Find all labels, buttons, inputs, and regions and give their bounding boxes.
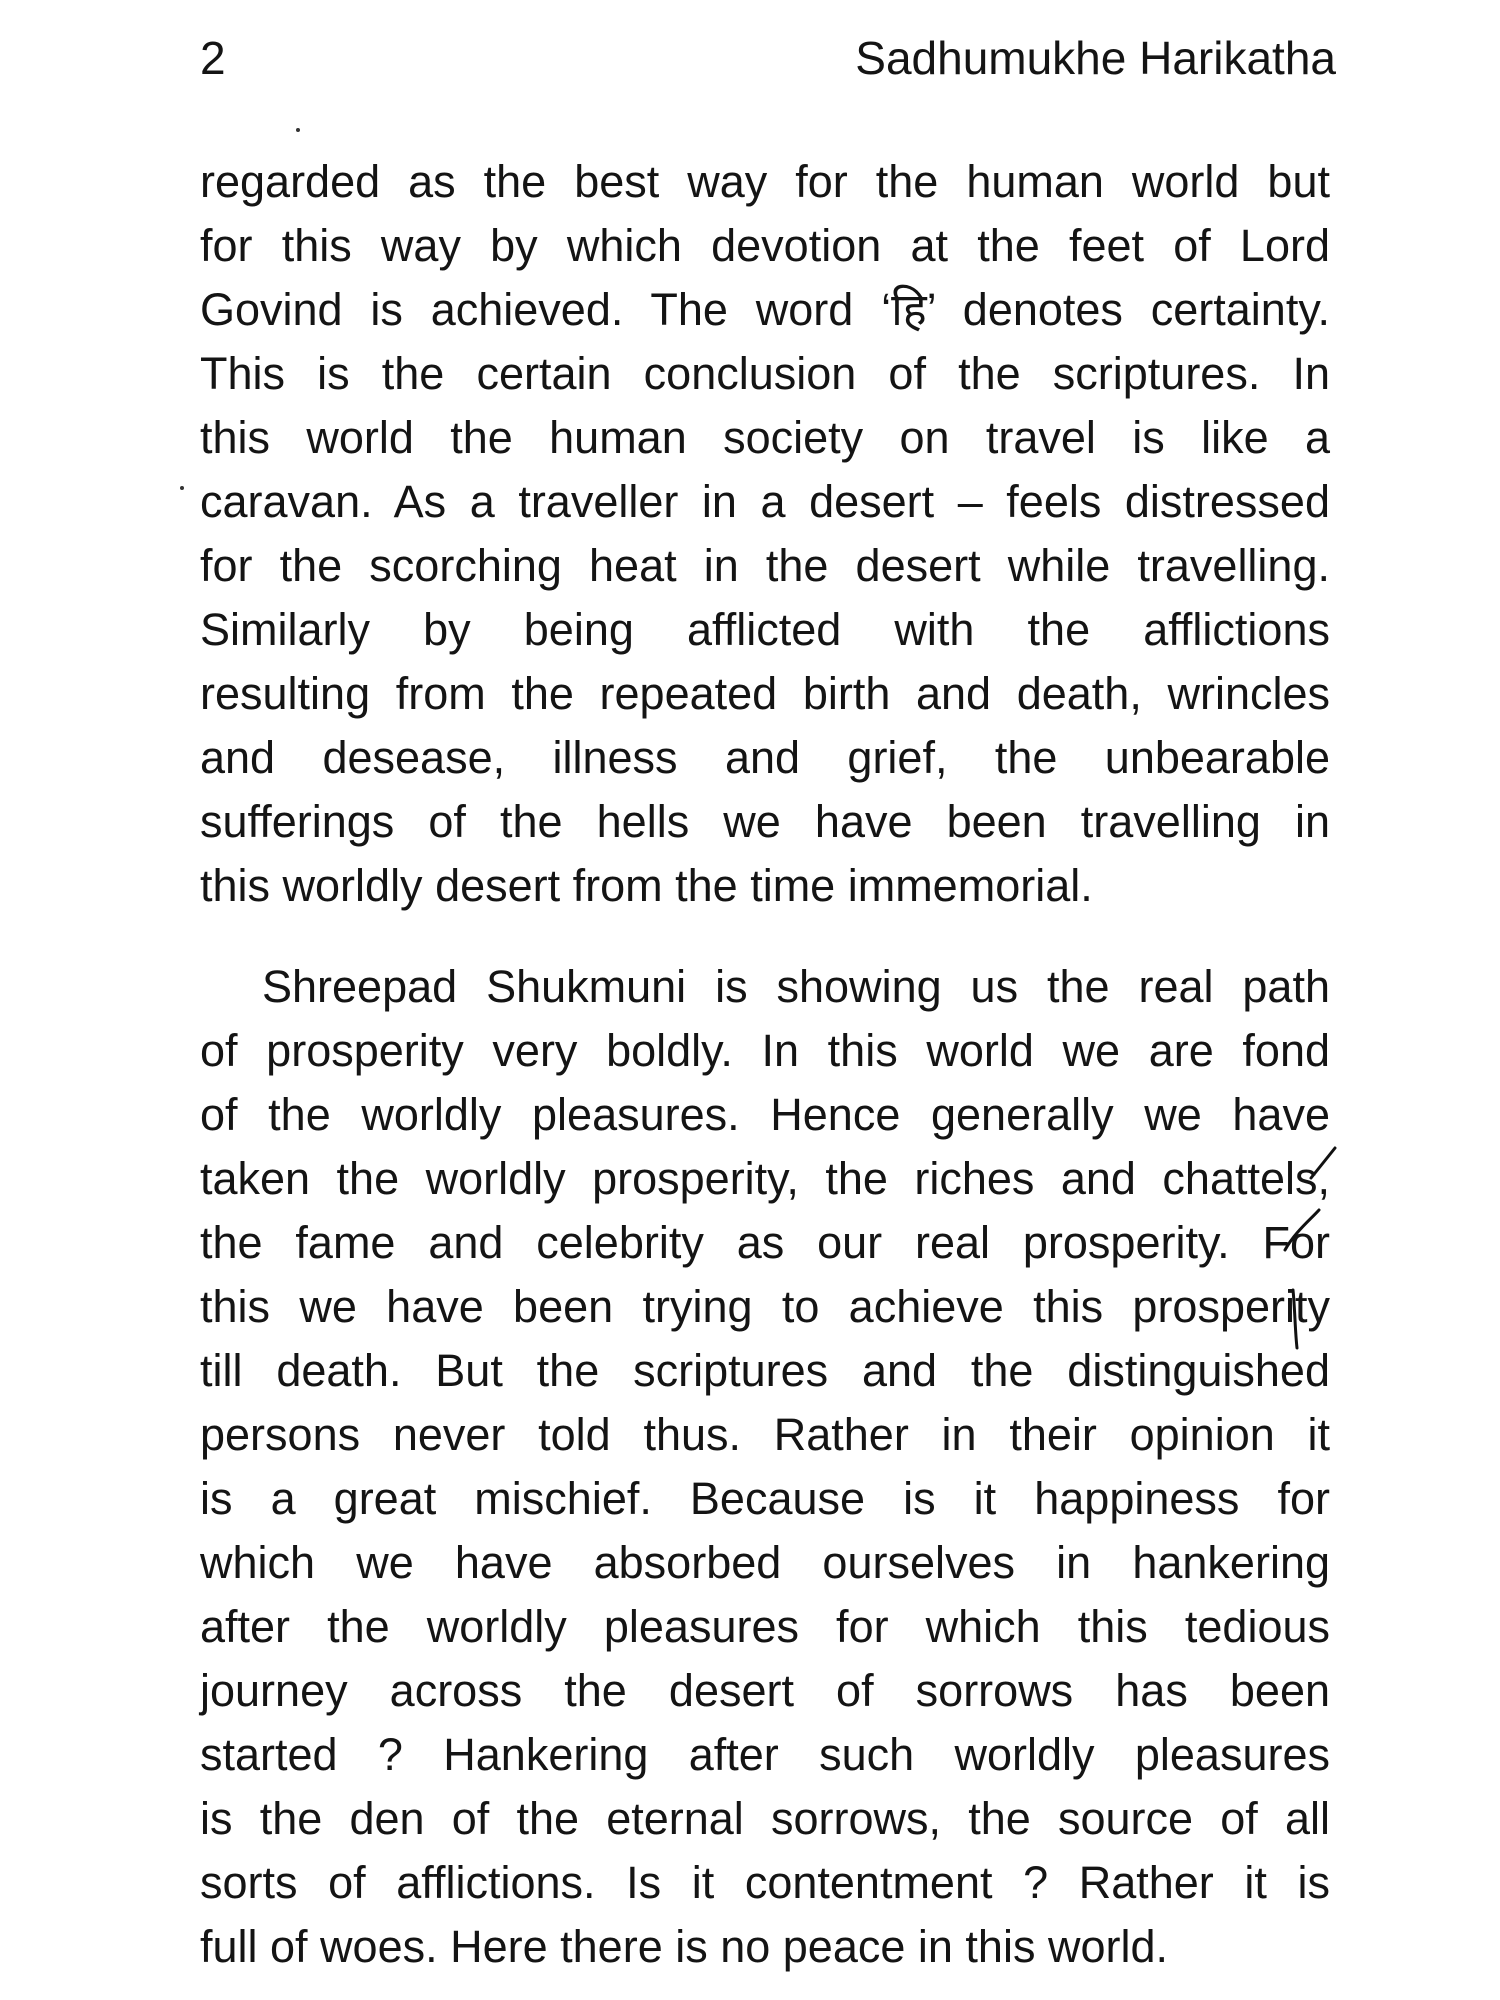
text-line: the fame and celebrity as our real prosperity. For <box>200 1217 1330 1268</box>
pen-annotation-mark <box>1255 1140 1345 1370</box>
text-line: for this way by which devotion at the feet of Lord <box>200 220 1330 271</box>
running-head-title: Sadhumukhe Harikatha <box>855 32 1336 84</box>
text-line: Govind is achieved. The word ‘हि’ denotes certainty. <box>200 284 1330 335</box>
text-line: Shreepad Shukmuni is showing us the real path <box>262 961 1330 1012</box>
text-line: is the den of the eternal sorrows, the source of all <box>200 1793 1330 1844</box>
text-line: of the worldly pleasures. Hence generally we have <box>200 1089 1330 1140</box>
text-line: This is the certain conclusion of the scriptures. In <box>200 348 1330 399</box>
paragraph-2 <box>200 955 1330 1979</box>
text-line: started ? Hankering after such worldly pleasures <box>200 1729 1330 1780</box>
text-line: of prosperity very boldly. In this world we are fond <box>200 1025 1330 1076</box>
text-line: and desease, illness and grief, the unbearable <box>200 732 1330 783</box>
paragraph-1 <box>200 150 1330 918</box>
text-line: this worldly desert from the time immemorial. <box>200 860 1093 911</box>
text-line: for the scorching heat in the desert while travelling. <box>200 540 1330 591</box>
text-line: taken the worldly prosperity, the riches and chattels, <box>200 1153 1330 1204</box>
text-line: resulting from the repeated birth and death, wrincles <box>200 668 1330 719</box>
text-line: sufferings of the hells we have been travelling in <box>200 796 1330 847</box>
text-line: caravan. As a traveller in a desert – feels distressed <box>200 476 1330 527</box>
text-line: which we have absorbed ourselves in hankering <box>200 1537 1330 1588</box>
text-line: persons never told thus. Rather in their opinion it <box>200 1409 1330 1460</box>
text-line: sorts of afflictions. Is it contentment ? Rather it is <box>200 1857 1330 1908</box>
text-line: this we have been trying to achieve this prosperity <box>200 1281 1330 1332</box>
text-line: Similarly by being afflicted with the afflictions <box>200 604 1330 655</box>
text-line: this world the human society on travel is like a <box>200 412 1330 463</box>
text-line: after the worldly pleasures for which this tedious <box>200 1601 1330 1652</box>
text-line: is a great mischief. Because is it happiness for <box>200 1473 1330 1524</box>
text-line: regarded as the best way for the human world but <box>200 156 1330 207</box>
scan-speck <box>180 486 184 490</box>
text-line: till death. But the scriptures and the distinguished <box>200 1345 1330 1396</box>
text-line: full of woes. Here there is no peace in this world. <box>200 1921 1168 1972</box>
scan-speck <box>296 128 300 132</box>
page-number: 2 <box>200 32 226 84</box>
text-line: journey across the desert of sorrows has been <box>200 1665 1330 1716</box>
